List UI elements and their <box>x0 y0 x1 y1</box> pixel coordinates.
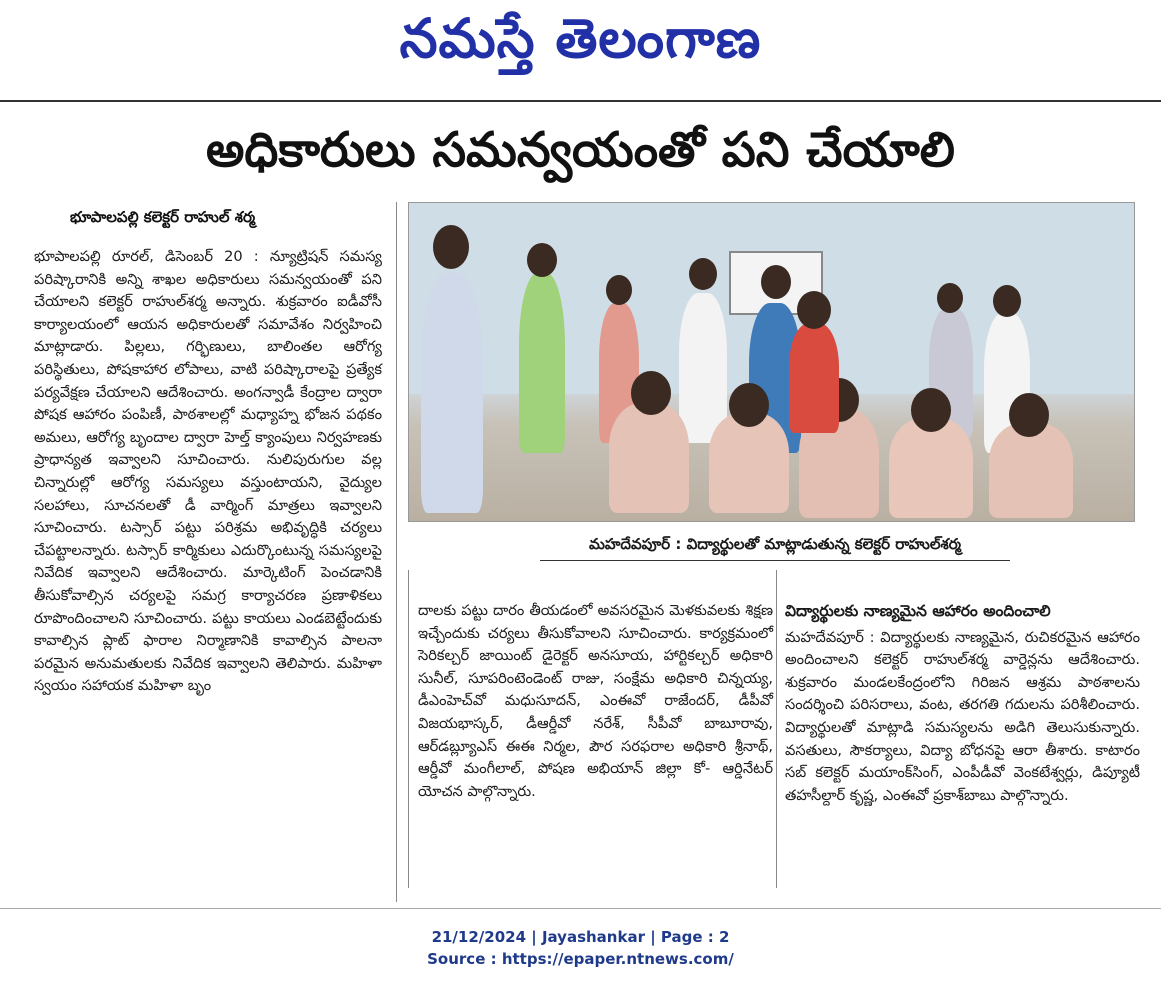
classroom-photo <box>408 202 1135 522</box>
photo-caption: మహదేవపూర్ : విద్యార్థులతో మాట్లాడుతున్న కలెక్టర్ రాహుల్‌శర్మ <box>540 528 1010 561</box>
article-column-3-text: మహదేవపూర్ : విద్యార్థులకు నాణ్యమైన, రుచికరమైన ఆహారం అందించాలని కలెక్టర్ రాహుల్‌శర్మ వార్డెన్లను ఆదేశించారు. శుక్రవారం మండలకేంద్రంలోని గిరిజన ఆశ్రమ పాఠశాలను సందర్శించి పరిసరాలు, వంట, తరగతి గదులను పరిశీలించారు. విద్యార్థులతో మాట్లాడి సమస్యలను అడిగి తెలుసుకున్నారు. వసతులు, సౌకర్యాలు, విద్యా బోధనపై ఆరా తీశారు. కాటారం సబ్ కలెక్టర్ మయాంక్‌సింగ్, ఎంపీడీవో వెంకటేశ్వర్లు, డిప్యూటీ తహసీల్దార్ కృష్ణ, ఎంఈవో ప్రకాశ్‌బాబు పాల్గొన్నారు. <box>785 628 1140 804</box>
article-column-3 <box>785 600 1140 807</box>
article-column-1: భూపాలపల్లి రూరల్, డిసెంబర్ 20 : న్యూట్రిషన్ సమస్య పరిష్కారానికి అన్ని శాఖల అధికారులు సమన్వయంతో పని చేయాలని కలెక్టర్ రాహుల్‌శర్మ అన్నారు. శుక్రవారం ఐడీవోసీ కార్యాలయంలో ఆయన అధికారులతో సమావేశం నిర్వహించి మాట్లాడారు. పిల్లలు, గర్భిణులు, బాలింతల ఆరోగ్య పరిస్థితులు, పోషకాహార లోపాలు, వాటి పరిష్కారాలపై ప్రత్యేక పర్యవేక్షణ చేయాలని ఆదేశించారు. అంగన్వాడీ కేంద్రాల ద్వారా పోషక ఆహారం పంపిణీ, పాఠశాలల్లో మధ్యాహ్న భోజన పథకం అమలు, ఆరోగ్య బృందాల ద్వారా హెల్త్ క్యాంపులు నిర్వహణకు ప్రాధాన్యత ఇవ్వాలని సూచించారు. నులిపురుగుల వల్ల చిన్నారుల్లో ఆరోగ్య సమస్యలు వస్తుంటాయని, వైద్యుల సలహాలు, సూచనలతో డీ వార్మింగ్ మాత్రలు ఇవ్వాలని సూచించారు. టస్సార్ పట్టు పరిశ్రమ అభివృద్ధికి చర్యలు చేపట్టాలన్నారు. టస్సార్ కార్మికులు ఎదుర్కొంటున్న సమస్యలపై నివేదిక ఇవ్వాలని ఆదేశించారు. మార్కెటింగ్ పెంచడానికి తీసుకోవాల్సిన చర్యలపై సమగ్ర కార్యాచరణ ప్రణాళికలు రూపొందించాలని సూచించారు. పట్టు కాయలు ఎండబెట్టేందుకు కావాల్సిన ప్లాట్ ఫారాల నిర్మాణానికి కావాల్సిన పాలనా పరమైన అనుమతులకు నివేదిక ఇవ్వాలని తెలిపారు. మహిళా స్వయం సహాయక మహిళా బృం <box>34 248 382 695</box>
subheading: విద్యార్థులకు నాణ్యమైన ఆహారం అందించాలి <box>785 602 1051 620</box>
footer <box>0 926 1161 970</box>
column-divider <box>408 570 409 888</box>
divider <box>0 100 1161 102</box>
column-divider <box>776 570 777 888</box>
column-divider <box>396 202 397 902</box>
divider <box>0 908 1161 909</box>
masthead <box>0 0 1161 90</box>
newspaper-title: నమస్తే తెలంగాణ <box>399 6 762 70</box>
source-link[interactable]: Source : https://epaper.ntnews.com/ <box>427 950 734 968</box>
article-column-2: దాలకు పట్టు దారం తీయడంలో అవసరమైన మెళకువలకు శిక్షణ ఇచ్చేందుకు చర్యలు తీసుకోవాలని సూచించారు. కార్యక్రమంలో సెరికల్చర్ జాయింట్ డైరెక్టర్ అనసూయ, హార్టికల్చర్ అధికారి సునీల్, సూపరింటెండెంట్ రాజు, సంక్షేమ అధికారి చిన్నయ్య, డీఎంహెచ్‌వో మధుసూదన్, ఎంఈవో రాజేందర్, డీపీవో విజయభాస్కర్, డీఆర్డీవో నరేశ్, సీపీవో బాబూరావు, ఆర్‌డబ్ల్యూఎస్ ఈఈ నిర్మల, పౌర సరఫరాల అధికారి శ్రీనాథ్, ఆర్డీవో మంగీలాల్, పోషణ అభియాన్ జిల్లా కో- ఆర్డినేటర్ యోచన పాల్గొన్నారు. <box>418 602 773 800</box>
headline: అధికారులు సమన్వయంతో పని చేయాలి <box>206 122 955 178</box>
byline: భూపాలపల్లి కలెక్టర్ రాహుల్ శర్మ <box>70 208 256 226</box>
edition-info: 21/12/2024 | Jayashankar | Page : 2 <box>431 928 730 946</box>
